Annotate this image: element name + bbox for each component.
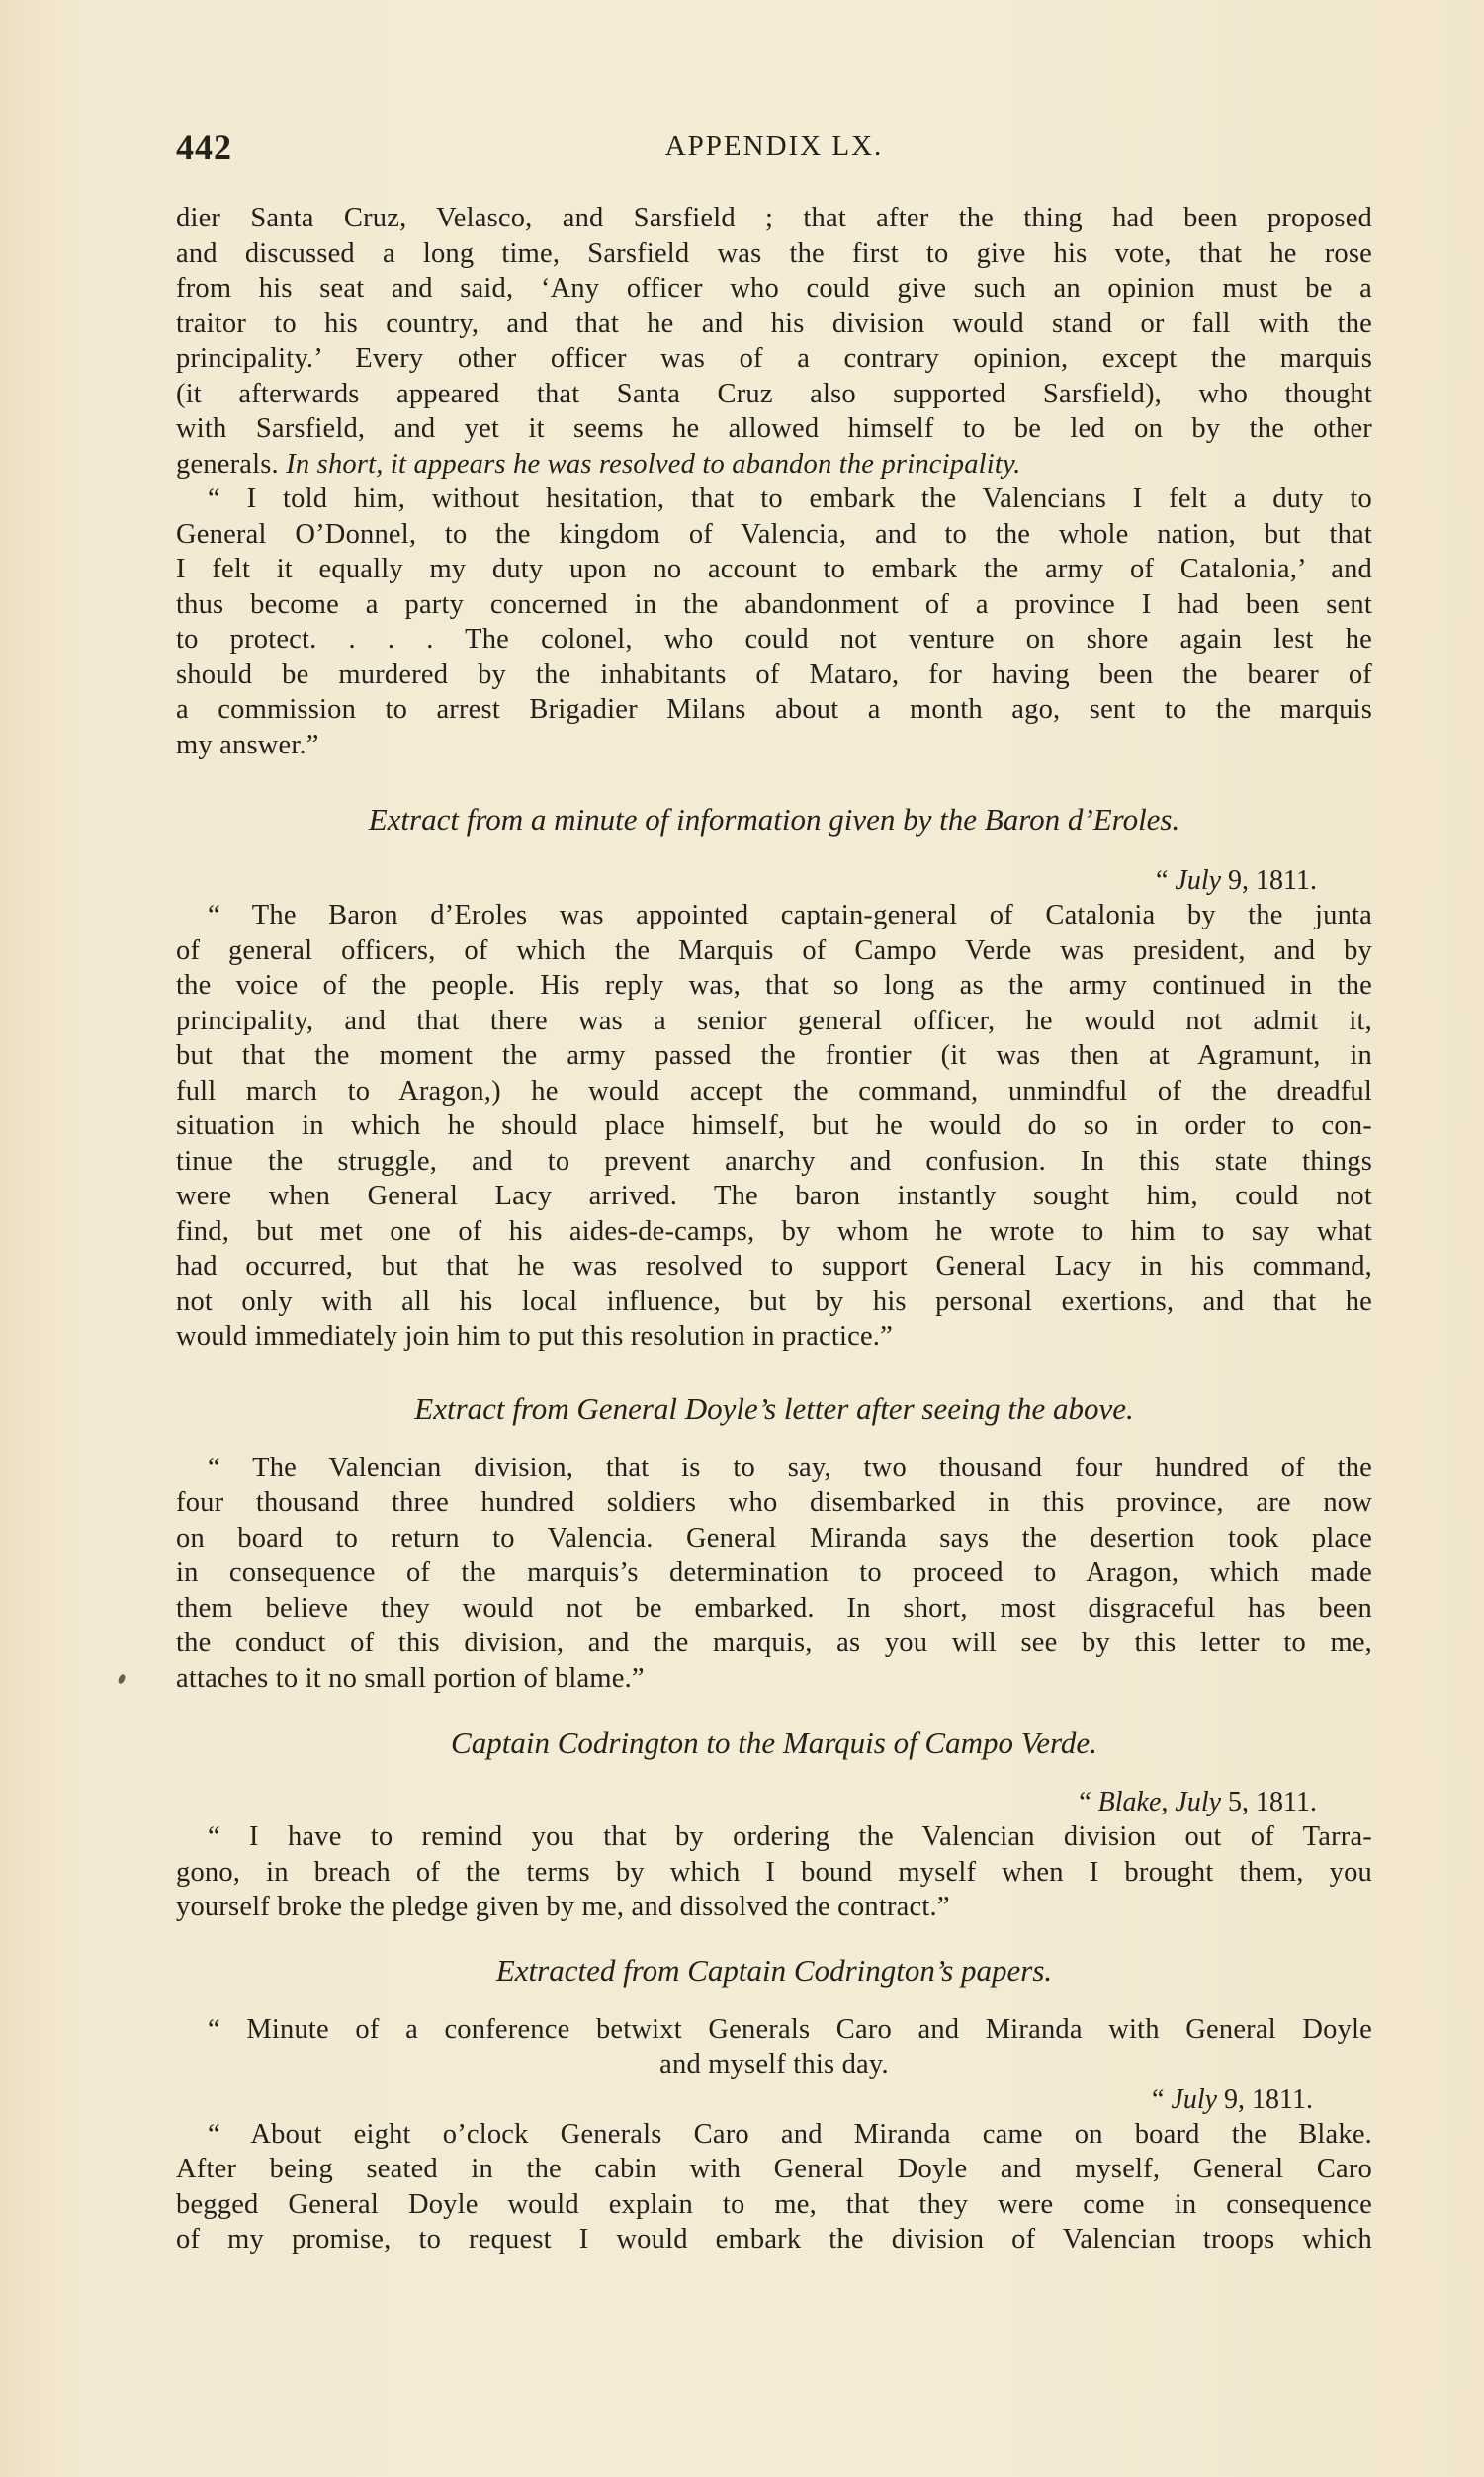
text-line: a commission to arrest Brigadier Milans about a month ago, sent to the marquis [176, 694, 1372, 725]
text-line: “ I have to remind you that by ordering the Valencian division out of Tarra- [208, 1821, 1372, 1852]
text-span: generals. [176, 448, 287, 480]
text-line: I felt it equally my duty upon no account to embark the army of Catalonia,’ and [176, 554, 1372, 584]
italic-span: July [1175, 865, 1222, 896]
text-line: of general officers, of which the Marquis of Campo Verde was president, and by [176, 934, 1372, 966]
text-line: should be murdered by the inhabitants of Mataro, for having been the bearer of [176, 659, 1372, 690]
text-line: would immediately join him to put this resolution in practice.” [176, 1321, 893, 1352]
ink-speck [117, 1673, 127, 1685]
text-line: tinue the struggle, and to prevent anarchy and confusion. In this state things [176, 1145, 1372, 1177]
text-span: “ [1151, 2083, 1172, 2115]
paragraph-3 [176, 898, 1372, 1355]
text-span: “ [1155, 865, 1176, 896]
text-line: “ About eight o’clock Generals Caro and Miranda came on board the Blake. [208, 2118, 1372, 2150]
text-line: in consequence of the marquis’s determination to proceed to Aragon, which made [176, 1557, 1372, 1588]
paragraph-2 [176, 482, 1372, 762]
italic-span: Blake, July [1097, 1787, 1222, 1817]
text-line: “ The Valencian division, that is to say, two thousand four hundred of the [208, 1452, 1372, 1483]
text-line: dier Santa Cruz, Velasco, and Sarsfield ; that after the thing had been proposed [176, 203, 1372, 233]
text-span: 5, 1811. [1221, 1787, 1317, 1817]
text-line: with Sarsfield, and yet it seems he allowed himself to be led on by the other [176, 413, 1372, 444]
text-span: 9, 1811. [1221, 865, 1317, 896]
section-heading-codrington-to-marquis: Captain Codrington to the Marquis of Campo Verde. [451, 1725, 1097, 1760]
text-line: After being seated in the cabin with General Doyle and myself, General Caro [176, 2154, 1372, 2184]
text-line: (it afterwards appeared that Santa Cruz also supported Sarsfield), who thought [176, 378, 1372, 409]
text-line: General O’Donnel, to the kingdom of Valencia, and to the whole nation, but that [176, 518, 1372, 550]
text-line: gono, in breach of the terms by which I bound myself when I brought them, you [176, 1856, 1372, 1888]
section-heading-baron-deroles: Extract from a minute of information given by the Baron d’Eroles. [368, 802, 1180, 837]
paragraph-6 [176, 2012, 1372, 2082]
paragraph-7 [176, 2117, 1372, 2257]
text-line: “ The Baron d’Eroles was appointed captain-general of Catalonia by the junta [208, 900, 1372, 930]
text-line: and discussed a long time, Sarsfield was the first to give his vote, that he rose [176, 237, 1372, 269]
text-line: not only with all his local influence, but by his personal exertions, and that he [176, 1285, 1372, 1317]
text-line: situation in which he should place himself, but he would do so in order to con- [176, 1110, 1372, 1141]
text-line: the voice of the people. His reply was, that so long as the army continued in the [176, 970, 1372, 1001]
text-line: the conduct of this division, and the marquis, as you will see by this letter to me, [176, 1628, 1372, 1658]
text-line: principality.’ Every other officer was of a contrary opinion, except the marquis [176, 343, 1372, 374]
text-line: of my promise, to request I would embark the division of Valencian troops which [176, 2224, 1372, 2255]
running-title: APPENDIX LX. [664, 131, 884, 162]
italic-span: July [1171, 2083, 1218, 2115]
text-line: “ Minute of a conference betwixt Generals Caro and Miranda with General Doyle [208, 2013, 1372, 2045]
text-line: them believe they would not be embarked. In short, most disgraceful has been [176, 1592, 1372, 1624]
paragraph-1 [176, 201, 1372, 482]
text-line [176, 447, 1372, 483]
text-line: had occurred, but that he was resolved to support General Lacy in his command, [176, 1251, 1372, 1282]
italic-span: In short, it appears he was resolved to abandon the principality. [286, 448, 1021, 480]
text-line: begged General Doyle would explain to me, that they were come in consequence [176, 2188, 1372, 2220]
text-line: principality, and that there was a senior general officer, he would not admit it, [176, 1005, 1372, 1036]
text-line: find, but met one of his aides-de-camps, by whom he wrote to him to say what [176, 1215, 1372, 1247]
text-line: traitor to his country, and that he and his division would stand or fall with the [176, 308, 1372, 339]
text-line: yourself broke the pledge given by me, and dissolved the contract.” [176, 1892, 950, 1922]
dateline-july-9 [176, 863, 1372, 898]
text-line: but that the moment the army passed the frontier (it was then at Agramunt, in [176, 1040, 1372, 1071]
text-line: from his seat and said, ‘Any officer who could give such an opinion must be a [176, 273, 1372, 304]
paragraph-4 [176, 1451, 1372, 1697]
text-line: to protect. . . . The colonel, who could not venture on shore again lest he [176, 624, 1372, 655]
text-line: and myself this day. [659, 2049, 889, 2079]
page-header [176, 127, 1372, 176]
text-line: my answer.” [176, 729, 319, 760]
text-line: attaches to it no small portion of blame.” [176, 1662, 645, 1694]
dateline-blake-july-5 [176, 1785, 1372, 1819]
text-line: thus become a party concerned in the abandonment of a province I had been sent [176, 588, 1372, 620]
text-line: were when General Lacy arrived. The baron instantly sought him, could not [176, 1181, 1372, 1211]
paragraph-5 [176, 1819, 1372, 1925]
text-line: four thousand three hundred soldiers who disembarked in this province, are now [176, 1487, 1372, 1518]
section-heading-doyle-letter: Extract from General Doyle’s letter after seeing the above. [414, 1390, 1134, 1426]
page-body [176, 201, 1372, 2257]
section-heading-codrington-papers: Extracted from Captain Codrington’s papers. [495, 1952, 1053, 1988]
text-span: 9, 1811. [1217, 2083, 1313, 2115]
text-span: “ [1079, 1787, 1098, 1817]
page-number: 442 [176, 128, 232, 167]
text-line: on board to return to Valencia. General Miranda says the desertion took place [176, 1522, 1372, 1553]
text-line: full march to Aragon,) he would accept the command, unmindful of the dreadful [176, 1075, 1372, 1106]
text-line: “ I told him, without hesitation, that to embark the Valencians I felt a duty to [208, 484, 1372, 514]
dateline-july-9-conference [176, 2082, 1372, 2117]
